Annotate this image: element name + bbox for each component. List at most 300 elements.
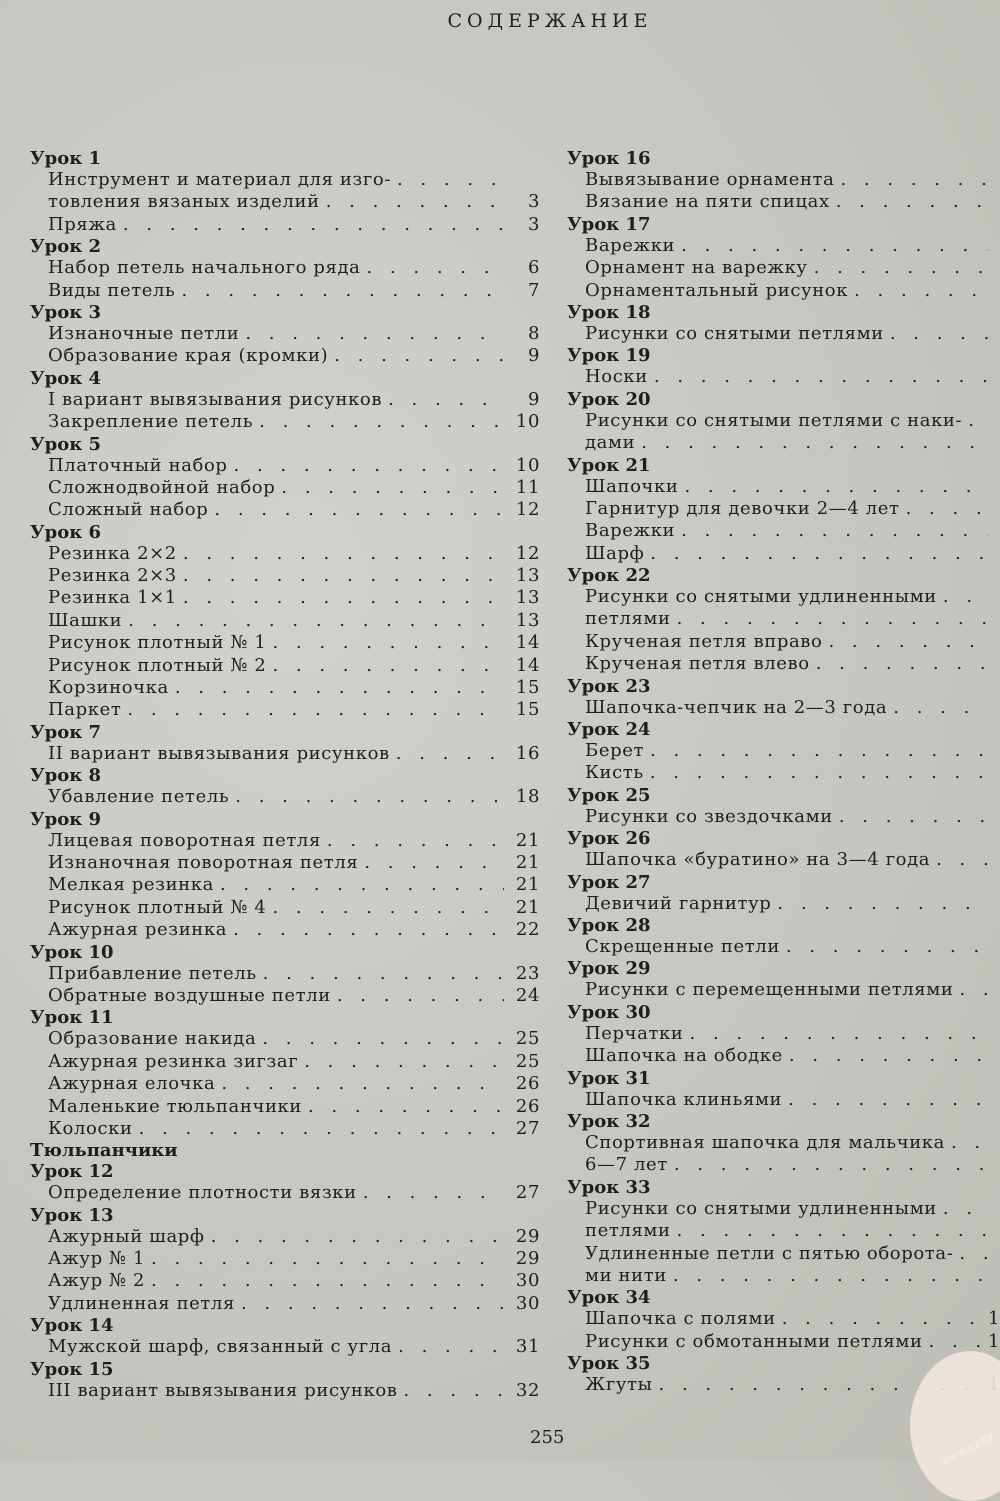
- toc-entry: [567, 280, 1000, 302]
- toc-lesson-heading: Урок 23: [567, 675, 651, 697]
- toc-entry: [30, 830, 540, 852]
- toc-entry-page: 30: [515, 1292, 540, 1314]
- dot-leader: [357, 1182, 504, 1204]
- toc-entry: [567, 608, 1000, 630]
- toc-right-column: [567, 148, 1000, 1396]
- toc-entry: [30, 1248, 540, 1270]
- toc-entry-title: Рисунки с перемещенными петлями: [585, 979, 954, 1001]
- toc-entry: [567, 476, 1000, 498]
- toc-lesson-heading: Урок 2: [30, 236, 101, 258]
- toc-entry: [567, 1220, 1000, 1242]
- watermark: www.ay.by: [938, 1428, 996, 1469]
- toc-entry-title: дами: [585, 432, 636, 454]
- toc-entry: [30, 874, 540, 896]
- toc-lesson-heading: Урок 13: [30, 1204, 114, 1226]
- toc-entry-title: Рисунки со снятыми петлями: [585, 322, 884, 344]
- toc-lesson-heading: Урок 31: [567, 1067, 651, 1089]
- toc-entry: [30, 1073, 540, 1095]
- toc-entry: [30, 1028, 540, 1050]
- dot-leader: [121, 699, 504, 721]
- toc-lesson-heading: Урок 4: [30, 367, 101, 389]
- toc-lesson-heading: Урок 29: [567, 958, 651, 980]
- toc-lesson-heading: Тюльпанчики: [30, 1140, 178, 1162]
- toc-entry: [30, 655, 540, 677]
- toc-entry-page: 21: [515, 851, 540, 873]
- toc-entry: [30, 345, 540, 367]
- toc-entry-title: петлями: [585, 608, 671, 630]
- dot-leader: [239, 323, 504, 345]
- toc-entry-title: Гарнитур для девочки 2—4 лет: [585, 497, 900, 519]
- toc-entry: [30, 455, 540, 477]
- toc-entry-title: Набор петель начального ряда: [48, 257, 361, 279]
- toc-lesson-heading: Урок 33: [567, 1176, 651, 1198]
- toc-lesson-heading: Урок 28: [567, 914, 651, 936]
- dot-leader: [228, 455, 504, 477]
- toc-entry-title: 6—7 лет: [585, 1154, 668, 1176]
- toc-entry-title: Ажурная резинка: [48, 919, 228, 941]
- toc-entry-title: Шапочка «буратино» на 3—4 года: [585, 849, 931, 871]
- dot-leader: [648, 366, 988, 388]
- toc-entry: [30, 677, 540, 699]
- dot-leader: [390, 743, 504, 765]
- dot-leader: [834, 169, 988, 191]
- toc-lesson-heading: Урок 27: [567, 871, 651, 893]
- toc-entry-title: Убавление петель: [48, 786, 230, 808]
- toc-lesson-heading: Урок 25: [567, 784, 651, 806]
- toc-entry: [30, 743, 540, 765]
- toc-entry-title: Ажурная елочка: [48, 1073, 216, 1095]
- toc-entry-page: 12: [515, 499, 540, 521]
- toc-entry-title: Корзиночка: [48, 677, 169, 699]
- toc-entry-title: Платочный набор: [48, 454, 228, 476]
- toc-entry: [567, 740, 1000, 762]
- toc-entry-page: 22: [515, 919, 540, 941]
- toc-entry: [567, 631, 1000, 653]
- dot-leader: [771, 893, 988, 915]
- toc-lesson-heading: Урок 10: [30, 941, 114, 963]
- toc-lesson-heading: Урок 11: [30, 1007, 114, 1029]
- toc-entry-page: 32: [515, 1379, 540, 1401]
- toc-lesson-heading: Урок 34: [567, 1287, 651, 1309]
- toc-entry: [30, 786, 540, 808]
- toc-lesson-heading: Урок 35: [567, 1353, 651, 1375]
- toc-entry: [567, 169, 1000, 191]
- dot-leader: [257, 963, 504, 985]
- toc-entry: [567, 1045, 1000, 1067]
- toc-entry-page: 13: [515, 587, 540, 609]
- toc-entry-title: Вывязывание орнамента: [585, 169, 835, 190]
- toc-entry-page: 9: [527, 388, 540, 410]
- dot-leader: [215, 1073, 504, 1095]
- toc-entry-page: 3: [527, 191, 540, 213]
- toc-entry-title: Берет: [585, 740, 645, 762]
- toc-entry-title: Мужской шарф, связанный с угла: [48, 1336, 393, 1358]
- toc-entry: [567, 498, 1000, 520]
- dot-leader: [644, 762, 988, 784]
- toc-entry-title: Рисунки с обмотанными петлями: [585, 1330, 923, 1352]
- toc-entry: [30, 280, 540, 302]
- toc-entry: [567, 586, 1000, 608]
- toc-entry: [567, 410, 1000, 432]
- dot-leader: [667, 1265, 988, 1287]
- toc-entry-page: 21: [515, 829, 540, 851]
- dot-leader: [776, 1308, 988, 1330]
- toc-entry: [567, 806, 1000, 828]
- dot-leader: [175, 280, 504, 302]
- dot-leader: [887, 697, 988, 719]
- toc-entry-title: I вариант вывязывания рисунков: [48, 388, 383, 410]
- toc-entry: [30, 1051, 540, 1073]
- toc-entry-page: 29: [515, 1248, 540, 1270]
- toc-entry: [30, 411, 540, 433]
- toc-entry-title: III вариант вывязывания рисунков: [48, 1379, 398, 1401]
- toc-entry-title: Рисунки со снятыми удлиненными: [585, 1197, 937, 1219]
- dot-leader: [177, 587, 504, 609]
- dot-leader: [391, 169, 504, 191]
- toc-entry-title: Рисунок плотный № 1: [48, 632, 267, 654]
- dot-leader: [169, 677, 504, 699]
- dot-leader: [275, 477, 504, 499]
- toc-entry-title: Шапочка-чепчик на 2—3 года: [585, 696, 888, 718]
- toc-entry: [30, 1293, 540, 1315]
- toc-entry-page: 7: [527, 279, 540, 301]
- dot-leader: [675, 520, 988, 542]
- toc-entry: [567, 1132, 1000, 1154]
- toc-entry: [30, 919, 540, 941]
- toc-entry-page: 6: [527, 257, 540, 279]
- toc-entry: [567, 936, 1000, 958]
- dot-leader: [953, 1243, 988, 1265]
- toc-entry: [567, 1308, 1000, 1330]
- toc-entry: [567, 1331, 1000, 1353]
- dot-leader: [644, 543, 988, 565]
- toc-entry-page: 13: [515, 565, 540, 587]
- dot-leader: [930, 849, 988, 871]
- toc-entry-title: Резинка 2×3: [48, 565, 177, 587]
- dot-leader: [382, 389, 504, 411]
- toc-entry-title: Обратные воздушные петли: [48, 984, 331, 1006]
- toc-entry-title: Ажурный шарф: [48, 1225, 205, 1247]
- toc-entry-title: Шашки: [48, 609, 123, 631]
- toc-entry-title: Шапочка на ободке: [585, 1045, 783, 1067]
- dot-leader: [235, 1293, 504, 1315]
- toc-entry-title: Изнаночная поворотная петля: [48, 851, 359, 873]
- toc-entry-title: товления вязаных изделий: [48, 191, 320, 213]
- toc-entry: [30, 1270, 540, 1292]
- toc-entry: [30, 1336, 540, 1358]
- toc-lesson-heading: Урок 20: [567, 388, 651, 410]
- dot-leader: [256, 1028, 504, 1050]
- toc-entry: [567, 762, 1000, 784]
- toc-entry: [30, 632, 540, 654]
- dot-leader: [397, 1380, 504, 1402]
- toc-entry-title: Ажурная резинка зигзаг: [48, 1050, 299, 1072]
- toc-entry: [30, 565, 540, 587]
- toc-entry: [567, 979, 1000, 1001]
- dot-leader: [783, 1045, 988, 1067]
- toc-entry-page: 13: [515, 609, 540, 631]
- toc-entry-page: 26: [515, 1095, 540, 1117]
- dot-leader: [668, 1154, 988, 1176]
- toc-entry-page: 25: [515, 1050, 540, 1072]
- dot-leader: [684, 1023, 988, 1045]
- toc-entry: [567, 235, 1000, 257]
- toc-entry: [30, 257, 540, 279]
- toc-entry-title: Маленькие тюльпанчики: [48, 1095, 303, 1117]
- toc-entry-title: Жгуты: [585, 1374, 653, 1396]
- toc-entry: [30, 1096, 540, 1118]
- toc-entry-title: Рисунки со снятыми удлиненными: [585, 586, 937, 608]
- toc-entry-page: 27: [515, 1182, 540, 1204]
- toc-entry-page: 29: [515, 1225, 540, 1247]
- dot-leader: [900, 498, 988, 520]
- dot-leader: [675, 235, 988, 257]
- toc-left-column: [30, 148, 540, 1402]
- toc-entry-title: Скрещенные петли: [585, 935, 780, 957]
- toc-entry: [30, 499, 540, 521]
- toc-lesson-heading: Урок 17: [567, 213, 651, 235]
- toc-entry-page: 31: [515, 1336, 540, 1358]
- toc-entry: [30, 897, 540, 919]
- dot-leader: [830, 191, 988, 213]
- toc-entry: [30, 1226, 540, 1248]
- toc-entry-title: Лицевая поворотная петля: [48, 829, 321, 851]
- page-number: 255: [530, 1427, 565, 1448]
- toc-entry-title: Инструмент и материал для изго-: [48, 169, 392, 190]
- toc-lesson-heading: Урок 24: [567, 719, 651, 741]
- toc-lesson-heading: Урок 6: [30, 521, 101, 543]
- toc-entry-title: Ажур № 2: [48, 1270, 146, 1292]
- toc-entry-page: 15: [515, 677, 540, 699]
- dot-leader: [953, 979, 988, 1001]
- dot-leader: [266, 897, 504, 919]
- toc-entry-page: 3: [527, 213, 540, 235]
- toc-entry-page: 23: [515, 962, 540, 984]
- dot-leader: [214, 874, 504, 896]
- dot-leader: [810, 653, 988, 675]
- dot-leader: [884, 323, 988, 345]
- toc-entry-page: 30: [515, 1270, 540, 1292]
- page-title: СОДЕРЖАНИЕ: [447, 10, 653, 32]
- dot-leader: [945, 1132, 988, 1154]
- dot-leader: [177, 543, 504, 565]
- toc-entry-page: 9: [527, 345, 540, 367]
- toc-entry-title: Варежки: [585, 234, 676, 256]
- toc-entry-title: II вариант вывязывания рисунков: [48, 742, 390, 764]
- toc-entry-page: 1: [988, 1330, 1000, 1352]
- dot-leader: [848, 280, 988, 302]
- toc-entry-title: ми нити: [585, 1264, 667, 1286]
- dot-leader: [205, 1226, 504, 1248]
- toc-entry-title: Крученая петля влево: [585, 653, 810, 675]
- toc-entry: [567, 432, 1000, 454]
- toc-entry: [30, 214, 540, 236]
- toc-entry-title: Мелкая резинка: [48, 874, 214, 896]
- toc-entry-title: Девичий гарнитур: [585, 892, 772, 914]
- toc-lesson-heading: Урок 32: [567, 1110, 651, 1132]
- toc-entry: [30, 477, 540, 499]
- toc-entry-title: Сложный набор: [48, 499, 209, 521]
- toc-entry-title: Вязание на пяти спицах: [585, 191, 830, 213]
- toc-entry-page: 18: [515, 786, 540, 808]
- toc-entry: [30, 852, 540, 874]
- dot-leader: [331, 985, 504, 1007]
- toc-entry: [567, 849, 1000, 871]
- toc-lesson-heading: Урок 7: [30, 721, 101, 743]
- toc-entry-title: Шапочка клиньями: [585, 1088, 783, 1110]
- toc-entry-title: Удлиненные петли с пятью оборота-: [585, 1242, 954, 1264]
- toc-entry-title: Удлиненная петля: [48, 1292, 235, 1314]
- toc-entry-title: Прибавление петель: [48, 962, 257, 984]
- dot-leader: [962, 410, 988, 432]
- toc-entry: [30, 699, 540, 721]
- dot-leader: [328, 345, 504, 367]
- toc-entry: [30, 587, 540, 609]
- toc-entry-title: Шарф: [585, 542, 645, 564]
- toc-entry: [567, 323, 1000, 345]
- dot-leader: [644, 740, 988, 762]
- dot-leader: [266, 632, 504, 654]
- toc-entry-page: 14: [515, 632, 540, 654]
- dot-leader: [833, 806, 988, 828]
- toc-lesson-heading: Урок 30: [567, 1001, 651, 1023]
- toc-entry: [567, 191, 1000, 213]
- toc-entry-page: 11: [515, 476, 540, 498]
- toc-lesson-heading: Урок 3: [30, 301, 101, 323]
- toc-entry-title: Пряжа: [48, 213, 117, 235]
- toc-entry-page: 25: [515, 1028, 540, 1050]
- dot-leader: [782, 1089, 988, 1111]
- dot-leader: [360, 257, 504, 279]
- toc-lesson-heading: Урок 1: [30, 148, 101, 169]
- toc-entry-title: Рисунок плотный № 4: [48, 896, 267, 918]
- toc-entry: [567, 697, 1000, 719]
- toc-entry-title: Паркет: [48, 699, 122, 721]
- dot-leader: [678, 476, 988, 498]
- toc-entry-page: 8: [527, 322, 540, 344]
- toc-entry-page: 12: [515, 542, 540, 564]
- toc-entry: [30, 543, 540, 565]
- toc-entry: [567, 653, 1000, 675]
- toc-entry-title: Образование накида: [48, 1028, 257, 1050]
- dot-leader: [780, 936, 988, 958]
- toc-entry: [567, 1243, 1000, 1265]
- dot-leader: [122, 610, 504, 632]
- dot-leader: [227, 919, 504, 941]
- toc-entry-title: петлями: [585, 1220, 671, 1242]
- toc-entry-title: Орнамент на варежку: [585, 257, 808, 279]
- toc-entry-title: Определение плотности вязки: [48, 1182, 357, 1204]
- toc-entry-page: 21: [515, 874, 540, 896]
- dot-leader: [937, 1198, 988, 1220]
- toc-entry-title: Рисунок плотный № 2: [48, 654, 267, 676]
- toc-entry-title: Виды петель: [48, 279, 176, 301]
- toc-entry: [567, 1023, 1000, 1045]
- toc-entry: [30, 985, 540, 1007]
- toc-entry-title: Спортивная шапочка для мальчика: [585, 1131, 945, 1153]
- toc-entry: [567, 1198, 1000, 1220]
- toc-entry-page: 14: [515, 654, 540, 676]
- dot-leader: [145, 1270, 504, 1292]
- dot-leader: [266, 655, 504, 677]
- toc-entry-page: 10: [515, 411, 540, 433]
- toc-entry: [30, 1380, 540, 1402]
- dot-leader: [392, 1336, 504, 1358]
- toc-entry-page: 1: [988, 1308, 1000, 1330]
- toc-entry: [30, 169, 540, 191]
- toc-entry: [30, 1182, 540, 1204]
- dot-leader: [321, 830, 504, 852]
- toc-entry-title: Шапочки: [585, 475, 679, 497]
- toc-entry: [30, 389, 540, 411]
- toc-entry: [30, 963, 540, 985]
- toc-entry-title: Резинка 2×2: [48, 542, 177, 564]
- toc-lesson-heading: Урок 18: [567, 301, 651, 323]
- toc-lesson-heading: Урок 26: [567, 828, 651, 850]
- dot-leader: [177, 565, 504, 587]
- dot-leader: [145, 1248, 504, 1270]
- toc-entry-title: Закрепление петель: [48, 411, 254, 433]
- toc-entry: [567, 1154, 1000, 1176]
- dot-leader: [229, 786, 504, 808]
- toc-lesson-heading: Урок 12: [30, 1161, 114, 1183]
- dot-leader: [635, 432, 988, 454]
- toc-entry: [30, 1118, 540, 1140]
- dot-leader: [923, 1331, 988, 1353]
- toc-entry: [567, 520, 1000, 542]
- toc-entry-title: Образование края (кромки): [48, 345, 329, 367]
- toc-lesson-heading: Урок 16: [567, 148, 651, 169]
- toc-entry: [567, 1089, 1000, 1111]
- toc-entry-page: 10: [515, 454, 540, 476]
- toc-entry-title: Ажур № 1: [48, 1248, 146, 1270]
- dot-leader: [937, 586, 988, 608]
- toc-entry: [30, 323, 540, 345]
- toc-lesson-heading: Урок 8: [30, 765, 101, 787]
- toc-lesson-heading: Урок 15: [30, 1358, 114, 1380]
- toc-entry-title: Сложнодвойной набор: [48, 476, 276, 498]
- toc-entry-page: 27: [515, 1117, 540, 1139]
- toc-entry-page: 24: [515, 984, 540, 1006]
- toc-entry-title: Орнаментальный рисунок: [585, 279, 849, 301]
- toc-entry-title: Рисунки со звездочками: [585, 805, 833, 827]
- toc-entry: [30, 610, 540, 632]
- dot-leader: [302, 1096, 504, 1118]
- dot-leader: [358, 852, 504, 874]
- toc-entry-title: Варежки: [585, 520, 676, 542]
- toc-entry-page: 16: [515, 742, 540, 764]
- toc-entry: [567, 1265, 1000, 1287]
- toc-lesson-heading: Урок 21: [567, 454, 651, 476]
- toc-entry: [567, 893, 1000, 915]
- toc-entry-title: Перчатки: [585, 1022, 684, 1044]
- toc-entry-page: 21: [515, 896, 540, 918]
- toc-entry-title: Крученая петля вправо: [585, 630, 823, 652]
- dot-leader: [253, 411, 504, 433]
- toc-entry-title: Кисть: [585, 762, 644, 784]
- dot-leader: [117, 214, 504, 236]
- toc-entry-page: 15: [515, 699, 540, 721]
- toc-entry: [567, 257, 1000, 279]
- toc-entry-title: Носки: [585, 366, 648, 388]
- toc-entry-title: Резинка 1×1: [48, 587, 177, 609]
- toc-lesson-heading: Урок 19: [567, 345, 651, 367]
- dot-leader: [822, 631, 988, 653]
- dot-leader: [133, 1118, 504, 1140]
- dot-leader: [320, 191, 504, 213]
- dot-leader: [298, 1051, 504, 1073]
- toc-entry: [30, 191, 540, 213]
